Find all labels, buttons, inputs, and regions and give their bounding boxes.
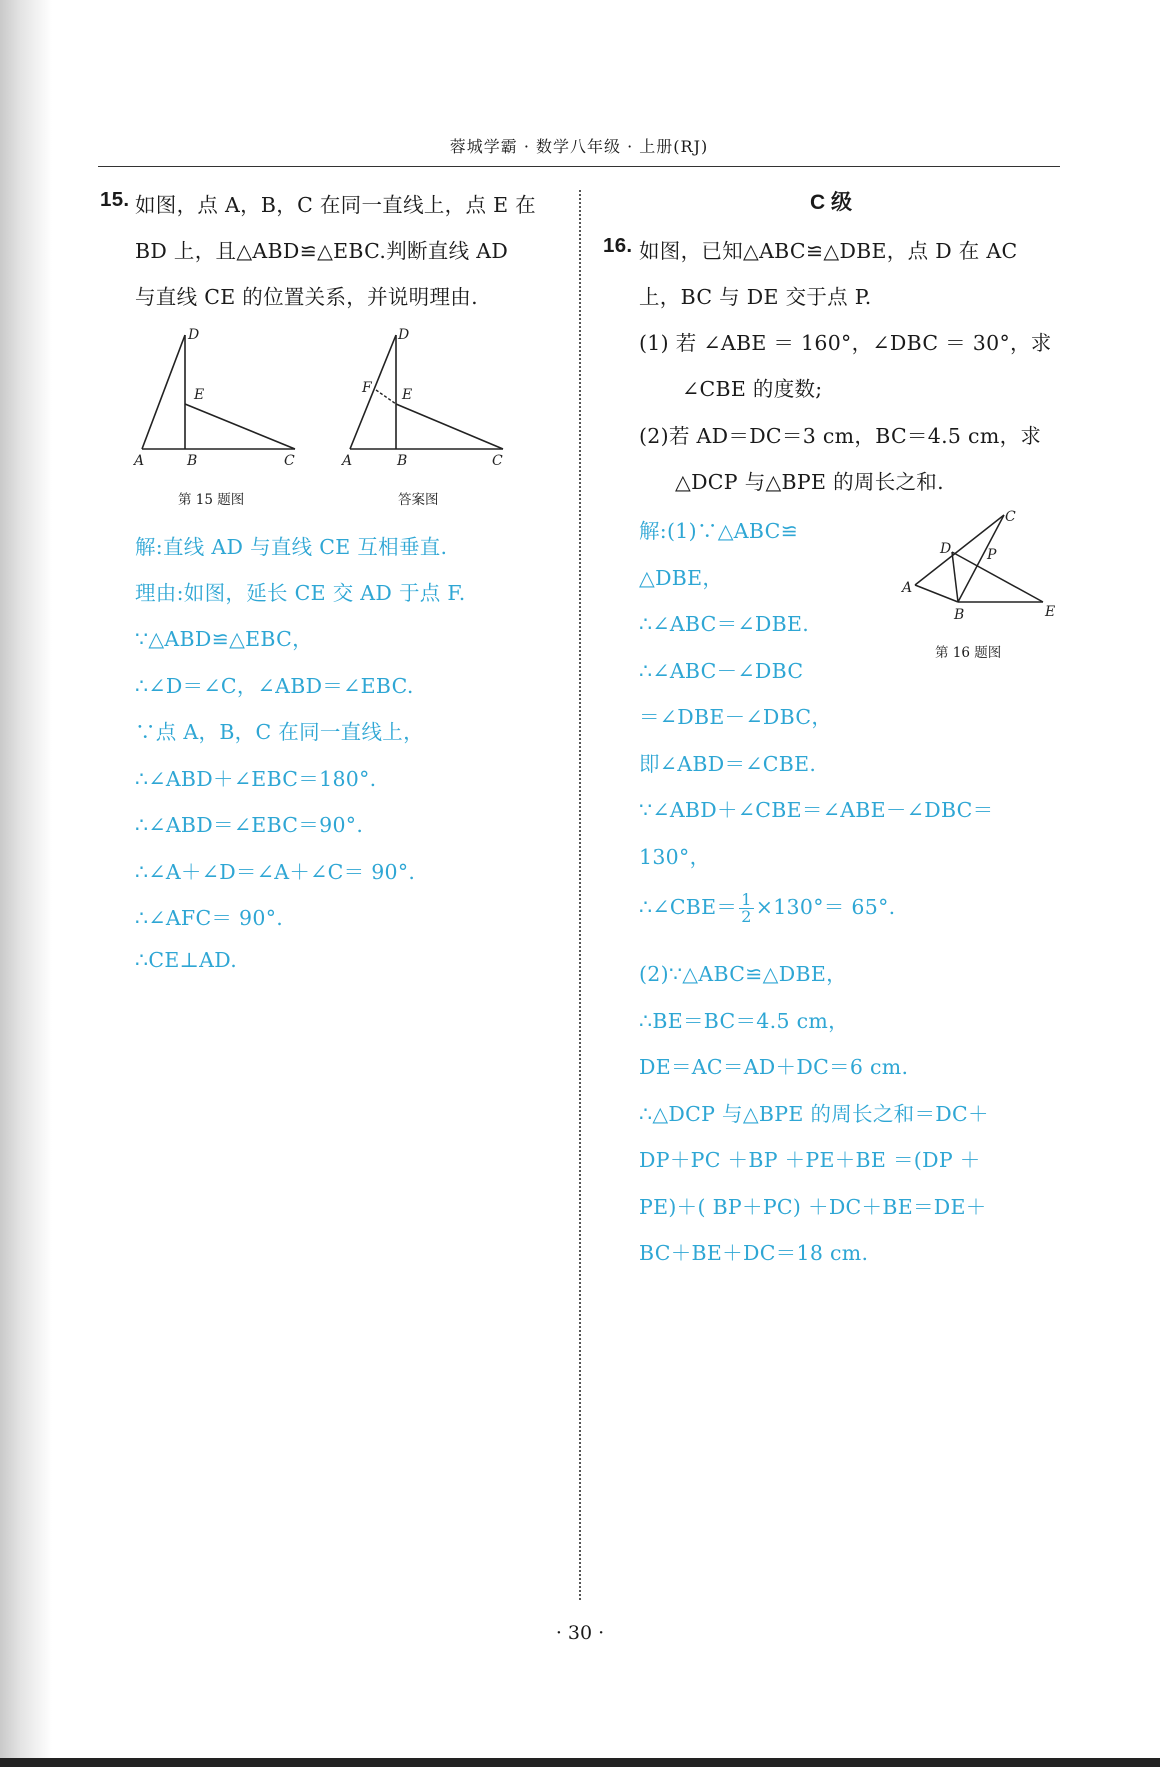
figure-15	[130, 322, 310, 472]
q16-solution2-7: BC＋BE＋DC＝18 cm.	[639, 1241, 869, 1265]
level-heading: C 级	[810, 191, 852, 214]
q16-solution2-2: ∴BE＝BC＝4.5 cm，	[639, 1009, 849, 1033]
fig15-label-E: E	[194, 387, 205, 403]
q16-solution2-1: (2)∵△ABC≌△DBE，	[639, 962, 847, 986]
answer-figure-lines	[350, 335, 503, 449]
q16-line-2: 上，BC 与 DE 交于点 P.	[639, 285, 872, 309]
fig16-label-E: E	[1045, 604, 1056, 620]
fig15-label-C: C	[284, 453, 295, 469]
fig15-caption: 第 15 题图	[178, 492, 245, 508]
q15-solution-5: ∵点 A，B，C 在同一直线上，	[135, 720, 424, 744]
q16-solution2-6: PE)＋( BP＋PC) ＋DC＋BE＝DE＋	[639, 1195, 987, 1219]
ans-fig-label-D: D	[398, 327, 410, 343]
fig16-label-A: A	[902, 580, 913, 596]
answer-figure-caption: 答案图	[398, 492, 439, 508]
ans-fig-label-F: F	[362, 380, 372, 396]
ans-fig-label-E: E	[402, 387, 413, 403]
question-16-number: 16.	[603, 234, 633, 257]
fig15-label-D: D	[188, 327, 200, 343]
q16-solution2-5: DP＋PC ＋BP ＋PE＋BE ＝(DP ＋	[639, 1148, 981, 1172]
fraction	[739, 892, 753, 925]
figure-15-answer	[338, 322, 518, 472]
fig16-label-D: D	[940, 541, 952, 557]
ans-fig-label-A: A	[342, 453, 353, 469]
q16-solution1-fraction-line	[639, 890, 895, 925]
q16-part1-line-1: (1) 若 ∠ABE ＝ 160°，∠DBC ＝ 30°，求	[639, 331, 1052, 355]
fig16-label-C: C	[1005, 509, 1016, 525]
figure-16-lines	[915, 515, 1043, 602]
ans-fig-label-C: C	[492, 453, 503, 469]
bottom-edge	[0, 1758, 1160, 1767]
q16-part2-line-1: (2)若 AD＝DC＝3 cm，BC＝4.5 cm，求	[639, 424, 1042, 448]
fig15-label-A: A	[134, 453, 145, 469]
figure-16	[895, 505, 1070, 625]
fig16-label-P: P	[987, 547, 997, 563]
q16-solution2-3: DE＝AC＝AD＋DC＝6 cm.	[639, 1055, 909, 1079]
q15-solution-4: ∴∠D＝∠C，∠ABD＝∠EBC.	[135, 674, 414, 698]
q16-solution1-3: ∴∠ABC＝∠DBE.	[639, 612, 810, 636]
question-15-number: 15.	[100, 188, 130, 211]
q16-solution1-7: ∵∠ABD＋∠CBE＝∠ABE－∠DBC＝	[639, 798, 994, 822]
page-header: 蓉城学霸 · 数学八年级 · 上册(RJ)	[98, 132, 1060, 167]
fraction-numerator: 1	[741, 890, 752, 909]
q15-solution-1: 解:直线 AD 与直线 CE 互相垂直.	[135, 535, 448, 559]
q15-solution-6: ∴∠ABD＋∠EBC＝180°.	[135, 767, 377, 791]
q15-solution-8: ∴∠A＋∠D＝∠A＋∠C＝ 90°.	[135, 860, 416, 884]
q16-solution1-1: 解:(1)∵△ABC≌	[639, 519, 799, 543]
q16-solution2-4: ∴△DCP 与△BPE 的周长之和＝DC＋	[639, 1102, 989, 1126]
ans-fig-label-B: B	[397, 453, 408, 469]
page-number: · 30 ·	[555, 1622, 605, 1644]
q16-part1-line-2: ∠CBE 的度数;	[682, 377, 823, 401]
fig16-label-B: B	[954, 607, 965, 623]
q15-solution-9: ∴∠AFC＝ 90°.	[135, 906, 284, 930]
q15-line-1: 如图，点 A，B，C 在同一直线上，点 E 在	[135, 193, 536, 217]
q16-line-1: 如图，已知△ABC≌△DBE，点 D 在 AC	[639, 239, 1018, 263]
fraction-prefix: ∴∠CBE＝	[639, 895, 738, 919]
fig16-caption: 第 16 题图	[935, 645, 1002, 661]
q15-line-2: BD 上，且△ABD≌△EBC.判断直线 AD	[135, 239, 509, 263]
q16-solution1-6: 即∠ABD＝∠CBE.	[639, 752, 817, 776]
figure-15-lines	[142, 335, 295, 449]
fraction-suffix: ×130°＝ 65°.	[755, 895, 896, 919]
q16-solution1-5: ＝∠DBE－∠DBC，	[639, 705, 833, 729]
q16-solution1-4: ∴∠ABC－∠DBC	[639, 659, 804, 683]
q15-solution-10: ∴CE⊥AD.	[135, 948, 238, 972]
q16-solution1-2: △DBE，	[639, 566, 724, 590]
q16-solution1-8: 130°，	[639, 845, 711, 869]
fraction-denominator: 2	[741, 907, 752, 926]
column-divider	[579, 190, 581, 1600]
q15-solution-7: ∴∠ABD＝∠EBC＝90°.	[135, 813, 364, 837]
page-shadow	[0, 0, 52, 1767]
q16-part2-line-2: △DCP 与△BPE 的周长之和.	[675, 470, 944, 494]
q15-solution-3: ∵△ABD≌△EBC，	[135, 627, 313, 651]
q15-solution-2: 理由:如图，延长 CE 交 AD 于点 F.	[135, 581, 466, 605]
answer-figure-extension	[376, 390, 396, 404]
q15-line-3: 与直线 CE 的位置关系，并说明理由.	[135, 285, 478, 309]
fig15-label-B: B	[187, 453, 198, 469]
